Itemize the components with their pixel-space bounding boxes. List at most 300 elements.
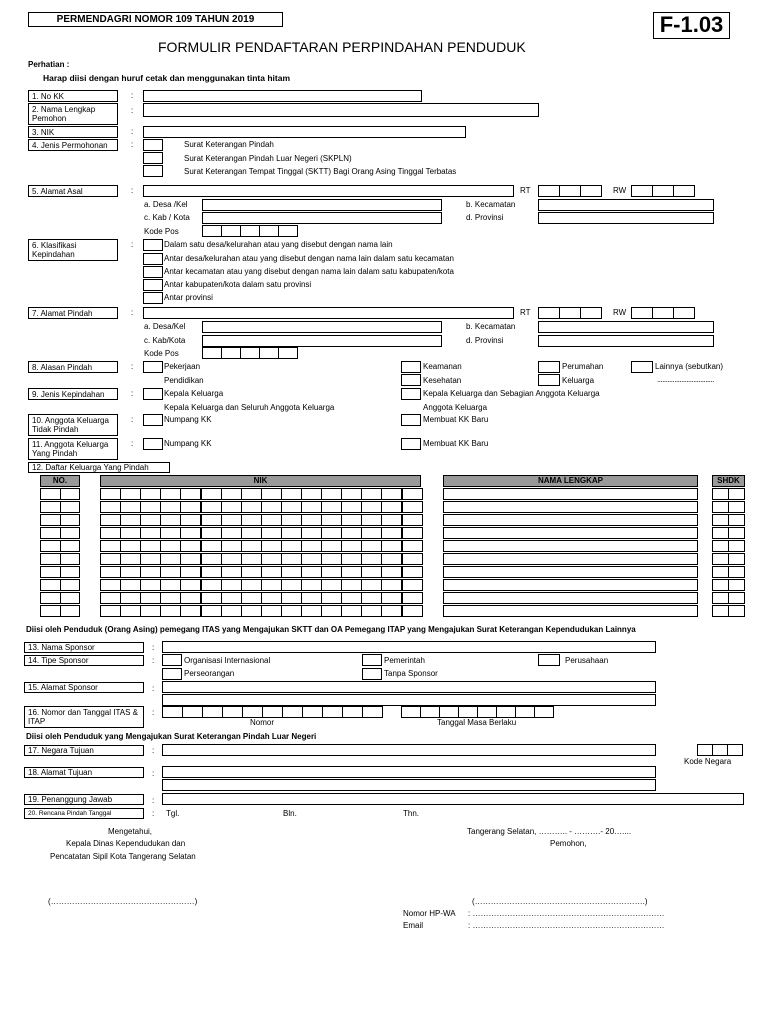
nik-input[interactable] [143,126,466,138]
table-no-cell[interactable] [40,501,61,513]
signature-left[interactable]: (………………………………………………) [48,897,198,906]
table-nik-cell[interactable] [321,579,342,591]
table-nik-cell[interactable] [120,579,141,591]
table-nik-cell[interactable] [180,514,201,526]
desa-pindah-input[interactable] [202,321,442,333]
table-no-cell[interactable] [60,540,80,552]
table-nik-cell[interactable] [140,592,161,604]
table-nik-cell[interactable] [100,566,121,578]
table-nik-cell[interactable] [120,514,141,526]
table-nik-cell[interactable] [381,553,402,565]
kecamatan-asal-input[interactable] [538,199,714,211]
alasan-kesehatan-checkbox[interactable] [401,374,421,386]
alasan-perumahan-checkbox[interactable] [538,361,560,373]
table-nik-cell[interactable] [140,501,161,513]
alasan-lainnya-line[interactable]: ................................. [657,375,714,384]
table-nik-cell[interactable] [261,566,282,578]
table-nik-cell[interactable] [201,514,222,526]
permohonan-checkbox-3[interactable] [143,165,163,177]
table-nik-cell[interactable] [341,488,362,500]
table-nik-cell[interactable] [120,540,141,552]
table-nik-cell[interactable] [301,488,322,500]
table-nik-cell[interactable] [341,605,362,617]
itas-label: 16. Nomor dan Tanggal ITAS & ITAP [24,706,144,728]
table-nik-cell[interactable] [100,553,121,565]
table-shdk-cell[interactable] [712,579,729,591]
alasan-keluarga-checkbox[interactable] [538,374,560,386]
table-no-cell[interactable] [60,553,80,565]
sponsor-perseorangan-checkbox[interactable] [162,668,182,680]
table-nik-cell[interactable] [381,579,402,591]
table-no-cell[interactable] [40,527,61,539]
table-nik-cell[interactable] [361,488,382,500]
table-shdk-cell[interactable] [712,527,729,539]
table-shdk-cell[interactable] [728,488,745,500]
table-nik-cell[interactable] [100,605,121,617]
klasifikasi-checkbox-1[interactable] [143,239,163,251]
table-nik-cell[interactable] [261,579,282,591]
klasifikasi-checkbox-2[interactable] [143,253,163,265]
table-nik-cell[interactable] [361,592,382,604]
table-nik-cell[interactable] [241,527,262,539]
klasifikasi-option-4: Antar kabupaten/kota dalam satu provinsi [164,280,312,289]
table-nik-cell[interactable] [261,540,282,552]
table-no-cell[interactable] [60,501,80,513]
table-nik-cell[interactable] [281,605,302,617]
table-nik-cell[interactable] [140,605,161,617]
table-no-cell[interactable] [60,514,80,526]
table-nik-cell[interactable] [160,488,181,500]
colon: : [131,106,134,115]
table-nik-cell[interactable] [321,605,342,617]
table-nik-cell[interactable] [221,566,242,578]
table-nik-cell[interactable] [160,566,181,578]
table-nik-cell[interactable] [180,579,201,591]
table-no-cell[interactable] [60,527,80,539]
abroad-heading: Diisi oleh Penduduk yang Mengajukan Surat Keterangan Pindah Luar Negeri [26,732,317,741]
kode-negara-cells[interactable] [697,744,742,756]
permohonan-checkbox-2[interactable] [143,152,163,164]
provinsi-pindah-input[interactable] [538,335,714,347]
table-nama-cell[interactable] [443,592,698,604]
table-nik-cell[interactable] [321,592,342,604]
table-shdk-cell[interactable] [728,514,745,526]
table-nik-cell[interactable] [201,553,222,565]
no-kk-input[interactable] [143,90,422,102]
table-no-cell[interactable] [40,566,61,578]
table-nik-cell[interactable] [281,488,302,500]
table-nik-cell[interactable] [261,501,282,513]
sponsor-pemerintah: Pemerintah [384,656,425,665]
table-nik-cell[interactable] [341,579,362,591]
table-nik-cell[interactable] [180,592,201,604]
desa-asal-input[interactable] [202,199,442,211]
table-nik-cell[interactable] [361,605,382,617]
table-nik-cell[interactable] [241,501,262,513]
tidak-pindah-baru-checkbox[interactable] [401,414,421,426]
table-nik-cell[interactable] [241,579,262,591]
kepala-dinas-1: Kepala Dinas Kependudukan dan [66,839,186,848]
table-nik-cell[interactable] [221,592,242,604]
table-nik-cell[interactable] [381,540,402,552]
table-nik-cell[interactable] [402,553,423,565]
table-nik-cell[interactable] [180,605,201,617]
table-shdk-cell[interactable] [712,592,729,604]
bln-label: Bln. [283,809,297,818]
table-shdk-cell[interactable] [712,566,729,578]
table-nik-cell[interactable] [402,566,423,578]
table-nik-cell[interactable] [301,527,322,539]
table-shdk-cell[interactable] [712,501,729,513]
sponsor-perseorangan: Perseorangan [184,669,235,678]
table-nik-cell[interactable] [402,579,423,591]
permohonan-checkbox-1[interactable] [143,139,163,151]
table-nik-cell[interactable] [180,566,201,578]
colon: : [131,389,134,398]
table-nik-cell[interactable] [140,527,161,539]
itas-nomor-cells[interactable] [162,706,382,718]
table-nik-cell[interactable] [261,527,282,539]
jenis-permohonan-label: 4. Jenis Permohonan [28,139,118,151]
sponsor-type-label: 14. Tipe Sponsor [24,655,144,666]
table-nik-cell[interactable] [241,540,262,552]
table-nik-cell[interactable] [160,527,181,539]
table-no-cell[interactable] [40,488,61,500]
kodepos-label: Kode Pos [144,227,179,236]
kab-asal-input[interactable] [202,212,442,224]
table-nik-cell[interactable] [221,527,242,539]
table-nik-cell[interactable] [321,488,342,500]
table-nik-cell[interactable] [180,527,201,539]
penanggung-input[interactable] [162,793,744,805]
table-nik-cell[interactable] [100,488,121,500]
sponsor-tanpa-checkbox[interactable] [362,668,382,680]
table-nik-cell[interactable] [241,592,262,604]
table-nik-cell[interactable] [301,501,322,513]
table-nik-cell[interactable] [301,605,322,617]
table-nik-cell[interactable] [201,527,222,539]
sponsor-addr-input-2[interactable] [162,694,656,706]
table-nik-cell[interactable] [301,553,322,565]
table-nik-cell[interactable] [120,501,141,513]
table-nik-cell[interactable] [402,592,423,604]
colon: : [131,415,134,424]
klasifikasi-checkbox-5[interactable] [143,292,163,304]
table-nik-cell[interactable] [100,501,121,513]
table-nik-cell[interactable] [241,566,262,578]
table-nik-cell[interactable] [381,566,402,578]
table-nik-cell[interactable] [221,501,242,513]
table-nik-cell[interactable] [321,566,342,578]
sponsor-addr-input-1[interactable] [162,681,656,693]
tidak-pindah-numpang-checkbox[interactable] [143,414,163,426]
table-nik-cell[interactable] [361,501,382,513]
yang-pindah-label: 11. Anggota Keluarga Yang Pindah [28,438,118,460]
table-nik-cell[interactable] [341,540,362,552]
kodepos-label-2: Kode Pos [144,349,179,358]
alamat-pindah-input[interactable] [143,307,514,319]
table-no-cell[interactable] [60,488,80,500]
table-nama-cell[interactable] [443,514,698,526]
table-nik-cell[interactable] [180,488,201,500]
table-nik-cell[interactable] [281,553,302,565]
alasan-label: 8. Alasan Pindah [28,361,118,373]
table-nik-cell[interactable] [381,488,402,500]
table-nik-cell[interactable] [201,605,222,617]
table-nik-cell[interactable] [301,514,322,526]
table-no-cell[interactable] [60,579,80,591]
table-nik-cell[interactable] [221,488,242,500]
table-no-cell[interactable] [60,566,80,578]
table-nik-cell[interactable] [201,566,222,578]
table-nik-cell[interactable] [100,579,121,591]
table-nik-cell[interactable] [402,605,423,617]
yang-pindah-baru-checkbox[interactable] [401,438,421,450]
table-nik-cell[interactable] [140,566,161,578]
table-nik-cell[interactable] [281,592,302,604]
klasifikasi-option-3: Antar kecamatan atau yang disebut dengan nama lain dalam satu kabupaten/kota [164,267,454,276]
table-nama-cell[interactable] [443,488,698,500]
kepindahan-kk-semua: Kepala Keluarga dan Seluruh Anggota Keluarga [164,403,335,412]
table-shdk-cell[interactable] [728,527,745,539]
table-nik-cell[interactable] [281,540,302,552]
table-no-cell[interactable] [40,540,61,552]
table-nik-cell[interactable] [281,579,302,591]
table-nik-cell[interactable] [281,566,302,578]
table-nik-cell[interactable] [301,579,322,591]
table-nik-cell[interactable] [140,579,161,591]
table-shdk-cell[interactable] [728,540,745,552]
table-nik-cell[interactable] [361,579,382,591]
table-nik-cell[interactable] [341,553,362,565]
table-nama-cell[interactable] [443,540,698,552]
table-nik-cell[interactable] [201,488,222,500]
table-no-cell[interactable] [60,592,80,604]
negara-input[interactable] [162,744,656,756]
table-shdk-cell[interactable] [728,553,745,565]
table-no-cell[interactable] [40,514,61,526]
table-nik-cell[interactable] [100,592,121,604]
table-nik-cell[interactable] [160,553,181,565]
table-nik-cell[interactable] [100,514,121,526]
alasan-lainnya-checkbox[interactable] [631,361,653,373]
rw-label-2: RW [613,308,627,317]
table-nik-cell[interactable] [201,592,222,604]
table-nik-cell[interactable] [381,592,402,604]
table-nama-cell[interactable] [443,501,698,513]
table-nik-cell[interactable] [402,514,423,526]
table-nik-cell[interactable] [281,527,302,539]
table-shdk-cell[interactable] [712,553,729,565]
place-date[interactable]: Tangerang Selatan, ……….. - ……….- 20….... [467,827,632,836]
sponsor-tanpa: Tanpa Sponsor [384,669,438,678]
table-nik-cell[interactable] [261,514,282,526]
table-nik-cell[interactable] [201,540,222,552]
table-nik-cell[interactable] [301,566,322,578]
table-nama-cell[interactable] [443,527,698,539]
table-nik-cell[interactable] [321,527,342,539]
table-nik-cell[interactable] [281,501,302,513]
kepindahan-kk-checkbox[interactable] [143,388,163,400]
table-header-no: NO. [40,475,80,487]
table-nama-cell[interactable] [443,566,698,578]
table-nik-cell[interactable] [221,553,242,565]
alamat-asal-input[interactable] [143,185,514,197]
table-shdk-cell[interactable] [712,514,729,526]
rw-pindah-cells[interactable] [631,307,694,319]
alasan-pekerjaan-checkbox[interactable] [143,361,163,373]
table-nik-cell[interactable] [321,514,342,526]
colon: : [152,643,155,652]
table-nik-cell[interactable] [160,501,181,513]
table-nik-cell[interactable] [361,527,382,539]
table-nik-cell[interactable] [261,488,282,500]
table-nik-cell[interactable] [361,540,382,552]
table-nik-cell[interactable] [321,501,342,513]
table-shdk-cell[interactable] [712,488,729,500]
table-nik-cell[interactable] [160,579,181,591]
table-shdk-cell[interactable] [728,579,745,591]
table-nik-cell[interactable] [381,527,402,539]
table-nik-cell[interactable] [160,605,181,617]
kepindahan-anggota: Anggota Keluarga [423,403,488,412]
table-nik-cell[interactable] [160,592,181,604]
table-nik-cell[interactable] [361,566,382,578]
table-nik-cell[interactable] [180,553,201,565]
itas-tanggal-cells[interactable] [401,706,553,718]
table-nik-cell[interactable] [241,553,262,565]
rw-label: RW [613,186,627,195]
table-no-cell[interactable] [40,592,61,604]
email-line[interactable]: : ……………………………………………………………… [468,921,665,930]
sponsor-perusahaan-checkbox[interactable] [538,654,560,666]
table-shdk-cell[interactable] [728,501,745,513]
alamat-asal-label: 5. Alamat Asal [28,185,118,197]
table-nik-cell[interactable] [120,592,141,604]
table-nik-cell[interactable] [120,566,141,578]
table-nik-cell[interactable] [120,605,141,617]
sponsor-addr-label: 15. Alamat Sponsor [24,682,144,693]
table-nik-cell[interactable] [221,605,242,617]
table-nik-cell[interactable] [281,514,302,526]
table-nik-cell[interactable] [221,514,242,526]
table-nik-cell[interactable] [180,540,201,552]
table-no-cell[interactable] [40,553,61,565]
kecamatan-pindah-input[interactable] [538,321,714,333]
table-nik-cell[interactable] [140,488,161,500]
table-nik-cell[interactable] [100,527,121,539]
table-nik-cell[interactable] [381,501,402,513]
table-nik-cell[interactable] [261,553,282,565]
klasifikasi-checkbox-4[interactable] [143,279,163,291]
table-nik-cell[interactable] [341,566,362,578]
table-nama-cell[interactable] [443,579,698,591]
alasan-keamanan-checkbox[interactable] [401,361,421,373]
table-nik-cell[interactable] [402,540,423,552]
sponsor-org-checkbox[interactable] [162,654,182,666]
permohonan-option-1: Surat Keterangan Pindah [184,140,274,149]
table-nik-cell[interactable] [201,579,222,591]
hp-line[interactable]: : ……………………………………………………………… [468,909,665,918]
table-nik-cell[interactable] [361,553,382,565]
table-nama-cell[interactable] [443,553,698,565]
table-nik-cell[interactable] [180,501,201,513]
table-no-cell[interactable] [40,579,61,591]
table-nik-cell[interactable] [381,605,402,617]
table-nama-cell[interactable] [443,605,698,617]
sponsor-perusahaan: Perusahaan [565,656,609,665]
kepindahan-sebagian-checkbox[interactable] [401,388,421,400]
table-shdk-cell[interactable] [728,605,745,617]
nama-input[interactable] [143,103,539,117]
table-no-cell[interactable] [60,605,80,617]
rw-asal-cells[interactable] [631,185,694,197]
table-shdk-cell[interactable] [728,566,745,578]
kepindahan-kk: Kepala Keluarga [164,389,224,398]
table-shdk-cell[interactable] [712,540,729,552]
alamat-tujuan-input-2[interactable] [162,779,656,791]
klasifikasi-checkbox-3[interactable] [143,266,163,278]
sponsor-pemerintah-checkbox[interactable] [362,654,382,666]
kab-pindah-input[interactable] [202,335,442,347]
provinsi-asal-input[interactable] [538,212,714,224]
table-nik-cell[interactable] [341,527,362,539]
table-nik-cell[interactable] [381,514,402,526]
table-nik-cell[interactable] [241,605,262,617]
table-nik-cell[interactable] [160,514,181,526]
table-nik-cell[interactable] [402,501,423,513]
table-nik-cell[interactable] [341,514,362,526]
table-nik-cell[interactable] [120,488,141,500]
table-nik-cell[interactable] [341,501,362,513]
rt-asal-cells[interactable] [538,185,601,197]
table-nik-cell[interactable] [140,514,161,526]
table-shdk-cell[interactable] [712,605,729,617]
colon: : [131,439,134,448]
table-nik-cell[interactable] [402,527,423,539]
table-nik-cell[interactable] [261,605,282,617]
kodepos-pindah-cells[interactable] [202,347,297,359]
table-nik-cell[interactable] [321,540,342,552]
table-nik-cell[interactable] [361,514,382,526]
sponsor-name-input[interactable] [162,641,656,653]
table-nik-cell[interactable] [160,540,181,552]
rt-pindah-cells[interactable] [538,307,601,319]
table-nik-cell[interactable] [301,540,322,552]
table-nik-cell[interactable] [120,527,141,539]
table-nik-cell[interactable] [140,540,161,552]
table-shdk-cell[interactable] [728,592,745,604]
kodepos-asal-cells[interactable] [202,225,297,237]
table-nik-cell[interactable] [201,501,222,513]
table-nik-cell[interactable] [341,592,362,604]
table-nik-cell[interactable] [301,592,322,604]
table-no-cell[interactable] [40,605,61,617]
table-nik-cell[interactable] [140,553,161,565]
table-nik-cell[interactable] [261,592,282,604]
table-nik-cell[interactable] [241,514,262,526]
table-nik-cell[interactable] [402,488,423,500]
signature-right[interactable]: (……………………………………………………….) [472,897,648,906]
table-nik-cell[interactable] [120,553,141,565]
table-nik-cell[interactable] [321,553,342,565]
table-nik-cell[interactable] [221,540,242,552]
table-nik-cell[interactable] [241,488,262,500]
alamat-tujuan-input-1[interactable] [162,766,656,778]
yang-pindah-numpang-checkbox[interactable] [143,438,163,450]
table-nik-cell[interactable] [100,540,121,552]
table-nik-cell[interactable] [221,579,242,591]
